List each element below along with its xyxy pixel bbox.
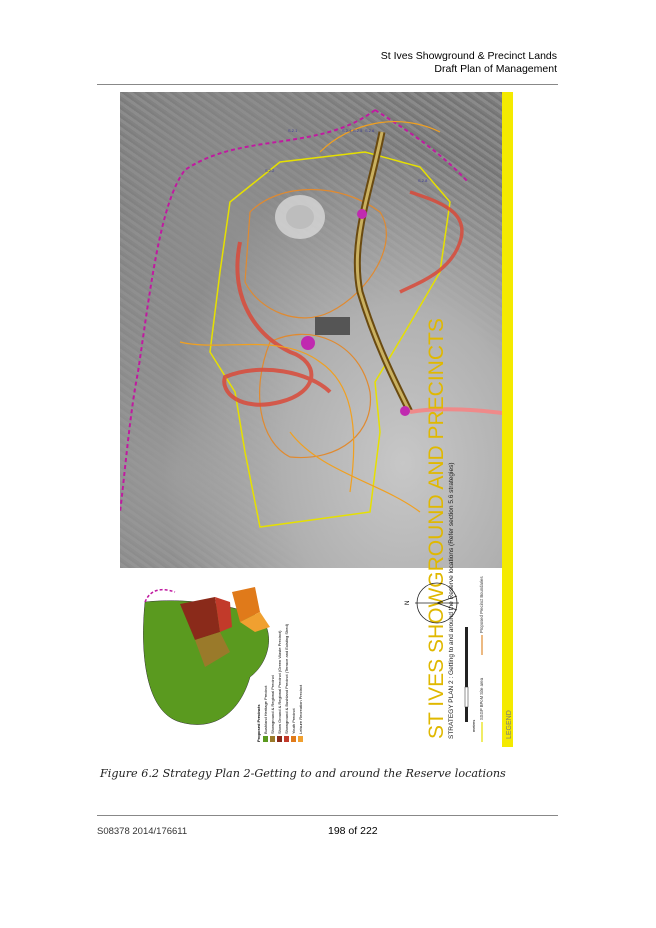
precinct-1: Bushland Heritage Precinct xyxy=(263,685,268,734)
map-overlay xyxy=(120,92,513,747)
legend-precinct-boundaries: Proposed Precinct Boundaries xyxy=(479,576,484,633)
page-header xyxy=(381,50,557,76)
figure-caption: Figure 6.2 Strategy Plan 2-Getting to and around the Reserve locations xyxy=(100,767,506,780)
document-reference: S08378 2014/176611 xyxy=(97,826,188,837)
header-rule xyxy=(97,84,558,85)
precinct-inset-map xyxy=(143,587,270,725)
precinct-2: Showground & Regional Precinct xyxy=(270,675,275,734)
header-subtitle: Draft Plan of Management xyxy=(434,63,557,75)
svg-text:S.2.1: S.2.1 xyxy=(288,128,298,133)
figure-title: ST IVES SHOWGROUND AND PRECINCTS xyxy=(425,318,448,739)
footer-rule xyxy=(97,815,558,816)
scale-units: metres xyxy=(471,719,476,732)
north-label: N xyxy=(405,600,411,605)
legend-site-area: SSGP BPoM Site area xyxy=(479,677,484,720)
svg-text:S.2.6: S.2.6 xyxy=(365,128,375,133)
legend-heading: LEGEND xyxy=(506,710,513,739)
precinct-3: Show Ground & Regional Precinct (Green Waste Precinct) xyxy=(277,630,282,734)
svg-text:S.2.4: S.2.4 xyxy=(342,128,352,133)
precincts-heading: Proposed Precincts xyxy=(256,704,261,742)
header-title: St Ives Showground & Precinct Lands xyxy=(380,50,557,62)
svg-text:S.2.5: S.2.5 xyxy=(353,128,363,133)
scale-bar xyxy=(465,627,476,732)
precinct-6: Leisure Recreation Precinct xyxy=(298,684,303,734)
strategy-plan-figure xyxy=(120,92,513,747)
svg-text:S.2.8: S.2.8 xyxy=(418,178,428,183)
figure-subtitle: STRATEGY PLAN 2 : Getting to and around the Reserve locations (Refer section 5.6 strategies) xyxy=(448,462,455,739)
precinct-5: Youth Precinct xyxy=(291,708,296,734)
precinct-4: Showground & Bushland Precinct (Terrace and Existing Shed) xyxy=(284,623,289,734)
page-number: 198 of 222 xyxy=(328,825,378,837)
svg-text:S.2.2: S.2.2 xyxy=(265,168,275,173)
